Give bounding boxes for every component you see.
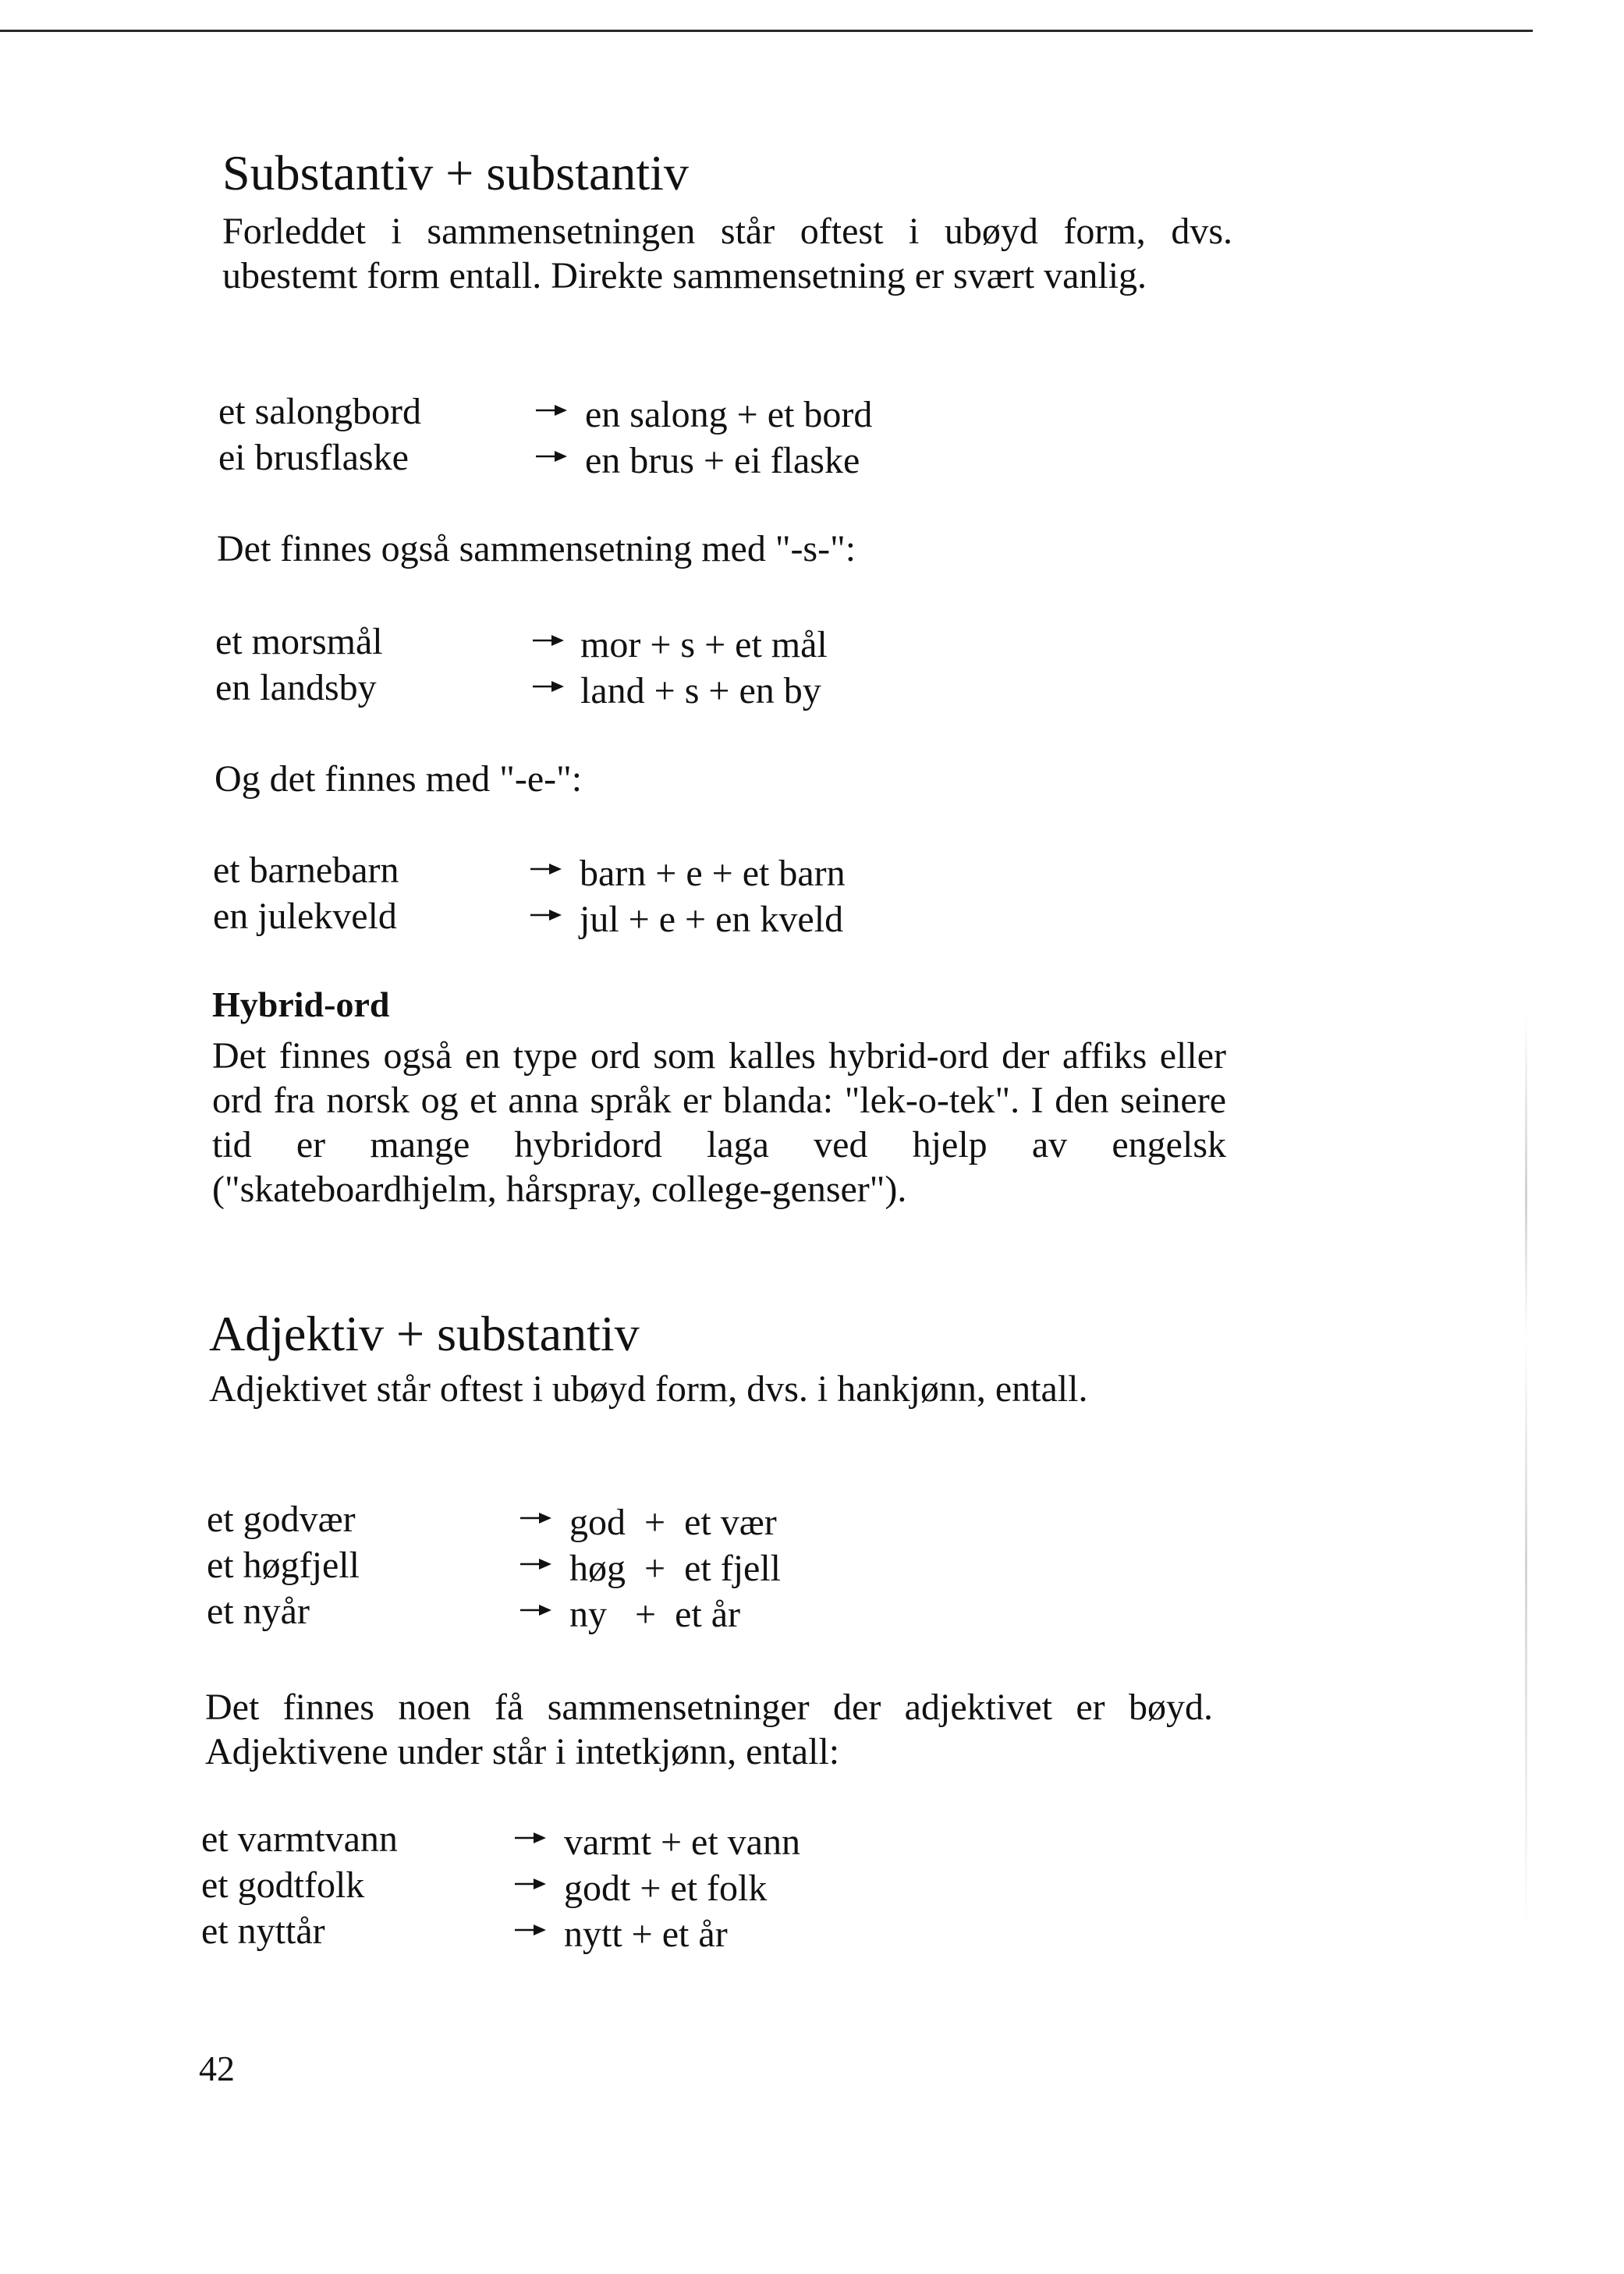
compound-parts: en brus + ei flaske	[585, 440, 860, 481]
right-arrow-icon	[534, 403, 569, 418]
compound-word: et morsmål	[215, 621, 383, 662]
note-inflected-adj: Det finnes noen få sammensetninger der adjektivet er bøyd. Adjektivene under står i intetkjønn, entall:	[205, 1687, 1213, 1772]
compound-parts: varmt + et vann	[564, 1822, 800, 1863]
compound-word: et nyttår	[201, 1910, 325, 1952]
right-arrow-icon	[519, 1556, 553, 1572]
compound-word: ei brusflaske	[218, 437, 409, 478]
section-heading-noun-noun: Substantiv + substantiv	[222, 145, 689, 200]
right-arrow-icon	[513, 1830, 548, 1846]
right-arrow-icon	[529, 907, 563, 923]
compound-parts: godt + et folk	[564, 1868, 768, 1909]
compound-word: et godvær	[207, 1499, 356, 1540]
compound-word: en landsby	[215, 667, 377, 708]
right-arrow-icon	[529, 861, 563, 877]
subheading-hybrid: Hybrid-ord	[212, 984, 390, 1024]
compound-parts: ny + et år	[569, 1594, 740, 1635]
compound-parts: god + et vær	[569, 1502, 777, 1543]
compound-parts: mor + s + et mål	[580, 624, 828, 665]
compound-word: et godtfolk	[201, 1864, 365, 1906]
compound-word: et salongbord	[218, 391, 421, 432]
top-rule	[0, 30, 1533, 32]
compound-parts: land + s + en by	[580, 670, 821, 711]
page-number: 42	[199, 2049, 235, 2088]
section-paragraph-noun-noun: Forleddet i sammensetningen står oftest i ubøyd form, dvs. ubestemt form entall. Direkte sammensetning er svært vanlig.	[222, 211, 1232, 296]
compound-word: et varmtvann	[201, 1818, 398, 1860]
note-s-infix: Det finnes også sammensetning med "-s-":	[217, 528, 856, 569]
compound-parts: jul + e + en kveld	[580, 899, 844, 940]
hybrid-paragraph: Det finnes også en type ord som kalles hybrid-ord der affiks eller ord fra norsk og et anna språk er blanda: "lek-o-tek". I den seinere tid er mange hybridord laga ved hjelp av engelsk ("skateboardhjelm, hårspray, college-genser").	[212, 1035, 1226, 1210]
compound-word: et nyår	[207, 1591, 310, 1632]
section-heading-adj-noun: Adjektiv + substantiv	[209, 1306, 640, 1361]
note-e-infix: Og det finnes med "-e-":	[215, 758, 583, 800]
compound-word: et høgfjell	[207, 1545, 360, 1586]
compound-parts: barn + e + et barn	[580, 853, 846, 894]
section-paragraph-adj-noun: Adjektivet står oftest i ubøyd form, dvs. i hankjønn, entall.	[209, 1368, 1088, 1410]
right-arrow-icon	[519, 1510, 553, 1526]
compound-parts: høg + et fjell	[569, 1548, 782, 1589]
right-arrow-icon	[531, 679, 566, 694]
right-arrow-icon	[513, 1922, 548, 1938]
right-arrow-icon	[513, 1876, 548, 1892]
compound-word: et barnebarn	[213, 850, 399, 891]
right-arrow-icon	[534, 449, 569, 464]
compound-parts: en salong + et bord	[585, 394, 873, 435]
compound-word: en julekveld	[213, 896, 397, 937]
right-arrow-icon	[531, 633, 566, 648]
compound-parts: nytt + et år	[564, 1914, 728, 1955]
right-arrow-icon	[519, 1602, 553, 1618]
page-edge-shadow	[1525, 1014, 1527, 1935]
